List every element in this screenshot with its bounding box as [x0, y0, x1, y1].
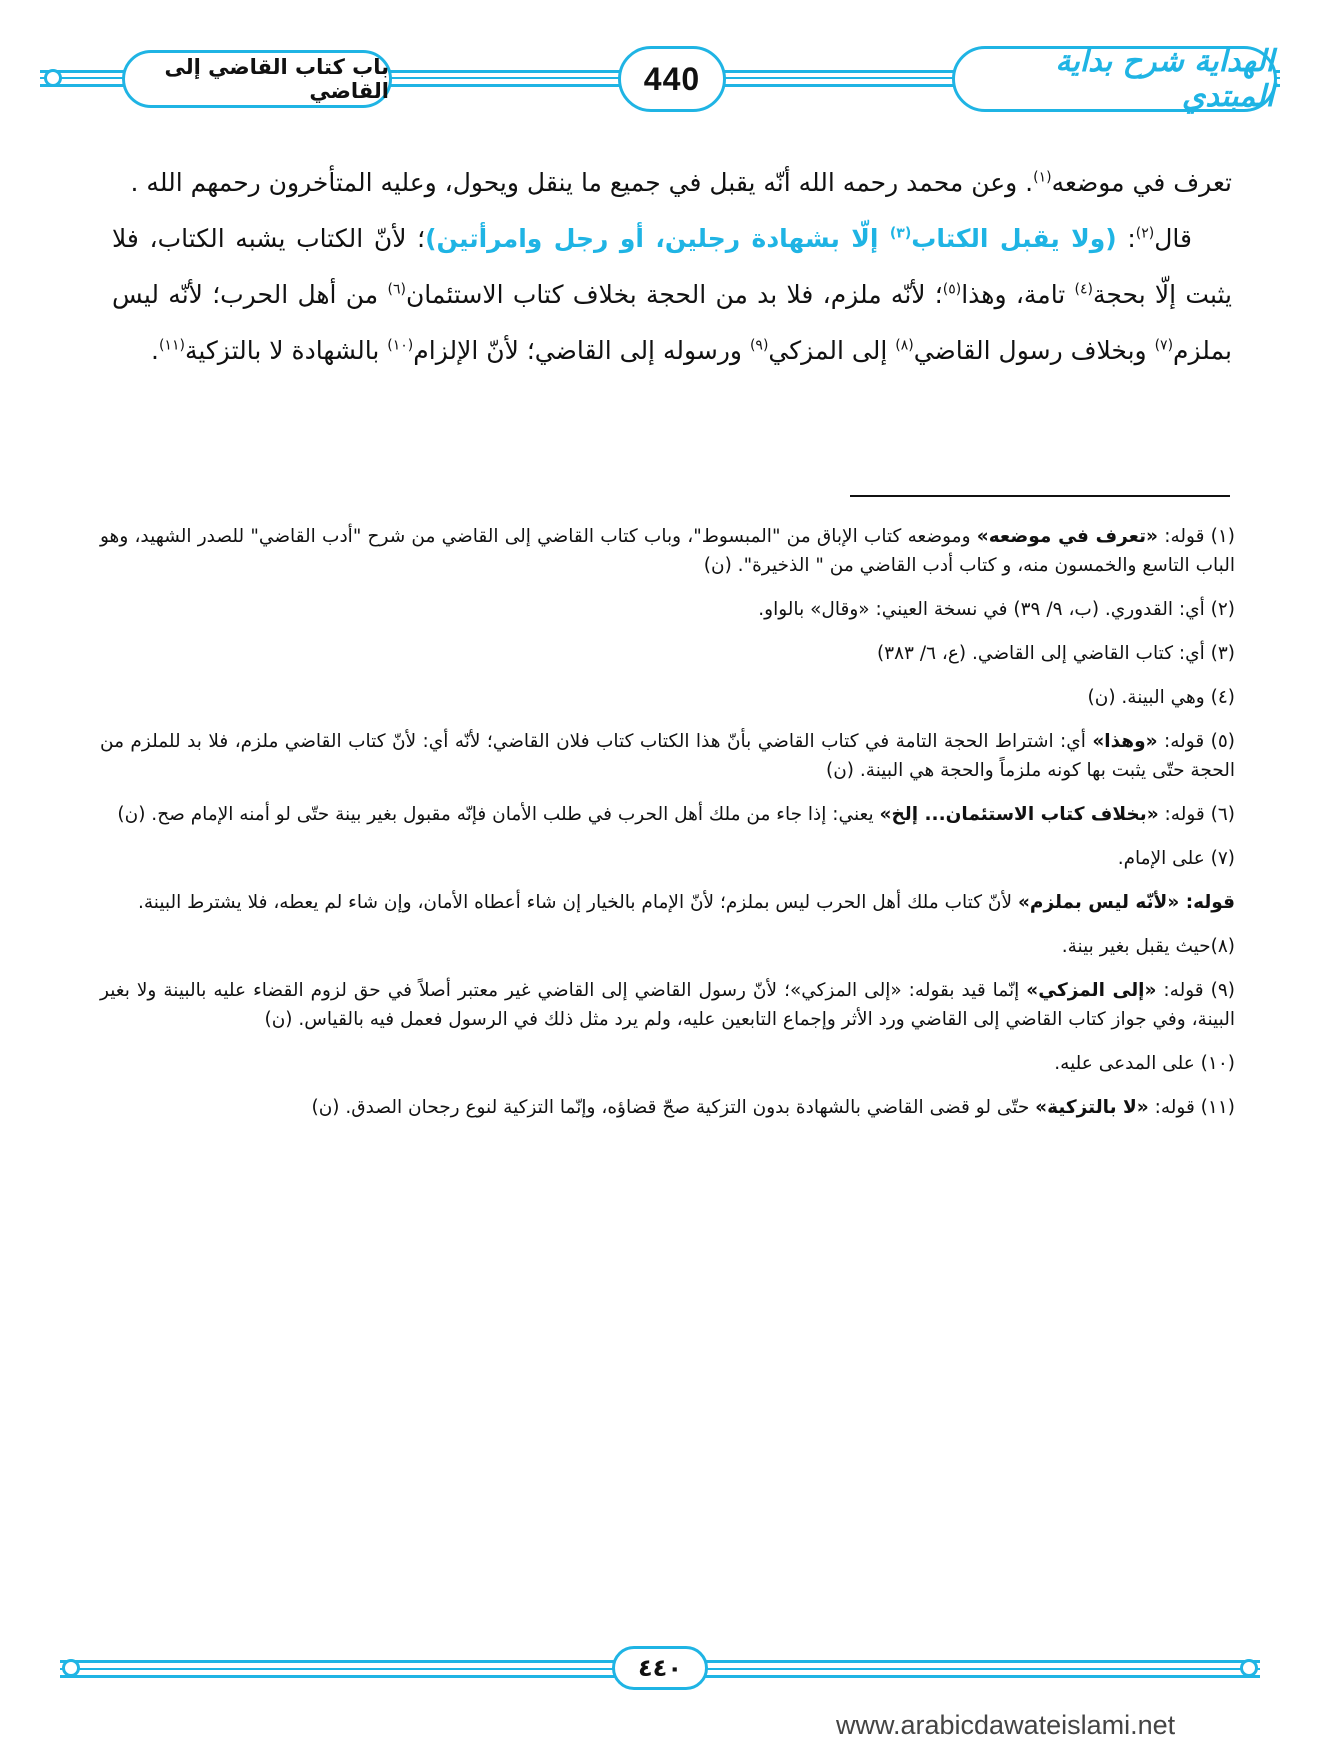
footnote-lead: (٩) قوله: — [1156, 980, 1235, 1001]
footnote-lead: (٢) أي: القدوري. (ب، ٩/ ٣٩) في نسخة العيني: «وقال» بالواو. — [758, 599, 1235, 620]
main-text-segment: من أهل الحرب؛ لأنّه ليس بملزم — [112, 280, 1232, 365]
main-paragraph-1 — [112, 155, 1232, 211]
footnote — [100, 522, 1235, 580]
footnote-lead: (٥) قوله: — [1157, 731, 1235, 752]
quoted-matn — [425, 224, 1117, 253]
footnote-key: «تعرف في موضعه» — [976, 526, 1159, 547]
main-text — [112, 155, 1232, 379]
footnote-text: وموضعه كتاب الإباق من "المبسوط"، وباب كتاب القاضي إلى القاضي من شرح "أدب القاضي" للصدر الشهيد، وهو الباب التاسع والخمسون منه، و كتاب أدب القاضي من " الذخيرة". (ن) — [100, 526, 1235, 576]
chapter-title: باب كتاب القاضي إلى القاضي — [164, 55, 389, 103]
footnote — [100, 639, 1235, 668]
chapter-badge — [122, 50, 392, 108]
footnote-key: «وهذا» — [1092, 731, 1158, 752]
book-title-badge — [952, 46, 1277, 112]
main-text-segment: قال — [1154, 224, 1192, 253]
footnote-lead: (٦) قوله: — [1158, 804, 1235, 825]
website-url[interactable]: www.arabicdawateislami.net — [836, 1710, 1176, 1740]
footnote-text: لأنّ كتاب ملك أهل الحرب ليس بملزم؛ لأنّ الإمام بالخيار إن شاء أعطاه الأمان، وإن شاء لم يعطه، فلا يشترط البينة. — [137, 892, 1018, 913]
main-text-segment: . — [151, 336, 159, 365]
footnote — [100, 1093, 1235, 1122]
footnote-text: حتّى لو قضى القاضي بالشهادة بدون التزكية صحّ قضاؤه، وإنّما التزكية لنوع رجحان الصدق. (ن) — [311, 1097, 1036, 1118]
main-text-segment: ؛ لأنّه ملزم، فلا بد من الحجة بخلاف كتاب الاستئمان — [405, 280, 943, 309]
footnote-key: «لأنّه ليس بملزم» — [1017, 892, 1180, 913]
footnotes — [100, 522, 1235, 1137]
header-ornament-left — [44, 69, 62, 87]
footnote — [100, 1049, 1235, 1078]
footnote — [100, 932, 1235, 961]
footer-page-badge — [612, 1646, 708, 1690]
footer-page-number: ٤٤٠ — [638, 1654, 682, 1682]
footnote-ref: (٥) — [942, 281, 962, 298]
footnote — [100, 727, 1235, 785]
main-text-segment: ورسوله إلى القاضي؛ لأنّ الإلزام — [413, 336, 750, 365]
footnote-lead: (٣) أي: كتاب القاضي إلى القاضي. (ع، ٦/ ٣٨٣) — [876, 643, 1235, 664]
page-header — [0, 0, 1319, 150]
footnote — [100, 683, 1235, 712]
footnote-text: إنّما قيد بقوله: «إلى المزكي»؛ لأنّ رسول القاضي إلى القاضي غير معتبر أصلاً في حق لزوم القضاء عليه بالبينة ولا بغير البينة، وفي جواز كتاب القاضي إلى القاضي ورد الأثر وإجماع التابعين عليه، ولم يرد مثل ذلك في الرسول فعمل فيه بالقياس. (ن) — [100, 980, 1235, 1030]
footnote-lead: (٧) على الإمام. — [1117, 848, 1235, 869]
footer-ornament-right — [1240, 1659, 1258, 1677]
footnote — [100, 976, 1235, 1034]
footnote-separator — [850, 495, 1230, 497]
footnote-key: «إلى المزكي» — [1026, 980, 1157, 1001]
book-title: الهداية شرح بداية المبتدي — [1055, 44, 1274, 114]
footnote-ref: (١) — [1033, 169, 1052, 186]
footnote-text: أي: اشتراط الحجة التامة في كتاب القاضي بأنّ هذا الكتاب كتاب فلان القاضي؛ لأنّه أي: لأنّ كتاب القاضي ملزم، فلا بد للملزم من الحجة حتّى يثبت بها كونه ملزماً والحجة هي البينة. (ن) — [100, 731, 1235, 781]
main-text-segment: تامة، وهذا — [961, 280, 1075, 309]
quote-segment: (ولا يقبل الكتاب — [911, 224, 1117, 253]
quote-segment: إلّا بشهادة رجلين، أو رجل وامرأتين) — [425, 224, 890, 253]
footnote-lead: (١٠) على المدعى عليه. — [1054, 1053, 1235, 1074]
footnote-ref: (١٠) — [387, 337, 414, 354]
footnote-ref: (٨) — [895, 337, 914, 354]
footnote-ref: (٣) — [889, 225, 912, 242]
main-text-segment: تعرف في موضعه — [1051, 168, 1232, 197]
main-text-segment: : — [1116, 224, 1136, 253]
footnote-lead: (١١) قوله: — [1148, 1097, 1235, 1118]
footnote-lead: قوله: — [1179, 892, 1235, 913]
footnote-text: يعني: إذا جاء من ملك أهل الحرب في طلب الأمان فإنّه مقبول بغير بينة حتّى لو أمنه الإمام صح. (ن) — [117, 804, 880, 825]
footnote-lead: (٨)حيث يقبل بغير بينة. — [1061, 936, 1235, 957]
main-text-segment: . وعن محمد رحمه الله أنّه يقبل في جميع ما ينقل ويحول، وعليه المتأخرون رحمهم الله . — [130, 168, 1034, 197]
footnote — [100, 595, 1235, 624]
footnote-ref: (٤) — [1074, 281, 1094, 298]
footnote — [100, 888, 1235, 917]
footnote-lead: (٤) وهي البينة. (ن) — [1087, 687, 1235, 708]
footnote — [100, 844, 1235, 873]
footer-ornament-left — [62, 1659, 80, 1677]
footnote-ref: (٢) — [1135, 225, 1155, 242]
footnote-key: «بخلاف كتاب الاستئمان... إلخ» — [879, 804, 1159, 825]
main-paragraph-2 — [112, 211, 1232, 379]
footnote-ref: (٦) — [387, 281, 406, 298]
main-text-segment: وبخلاف رسول القاضي — [913, 336, 1155, 365]
main-text-segment: ؛ لأنّ الكتاب يشبه الكتاب، فلا يثبت إلّا بحجة — [112, 224, 1232, 309]
main-text-segment: إلى المزكي — [768, 336, 896, 365]
footnote-ref: (١١) — [158, 337, 185, 354]
footnote — [100, 800, 1235, 829]
footnote-key: «لا بالتزكية» — [1035, 1097, 1149, 1118]
footnote-ref: (٩) — [749, 337, 769, 354]
page-number-badge — [618, 46, 726, 112]
main-text-segment: بالشهادة لا بالتزكية — [184, 336, 388, 365]
page-number: 440 — [643, 60, 701, 97]
footnote-lead: (١) قوله: — [1158, 526, 1236, 547]
footnote-ref: (٧) — [1154, 337, 1174, 354]
